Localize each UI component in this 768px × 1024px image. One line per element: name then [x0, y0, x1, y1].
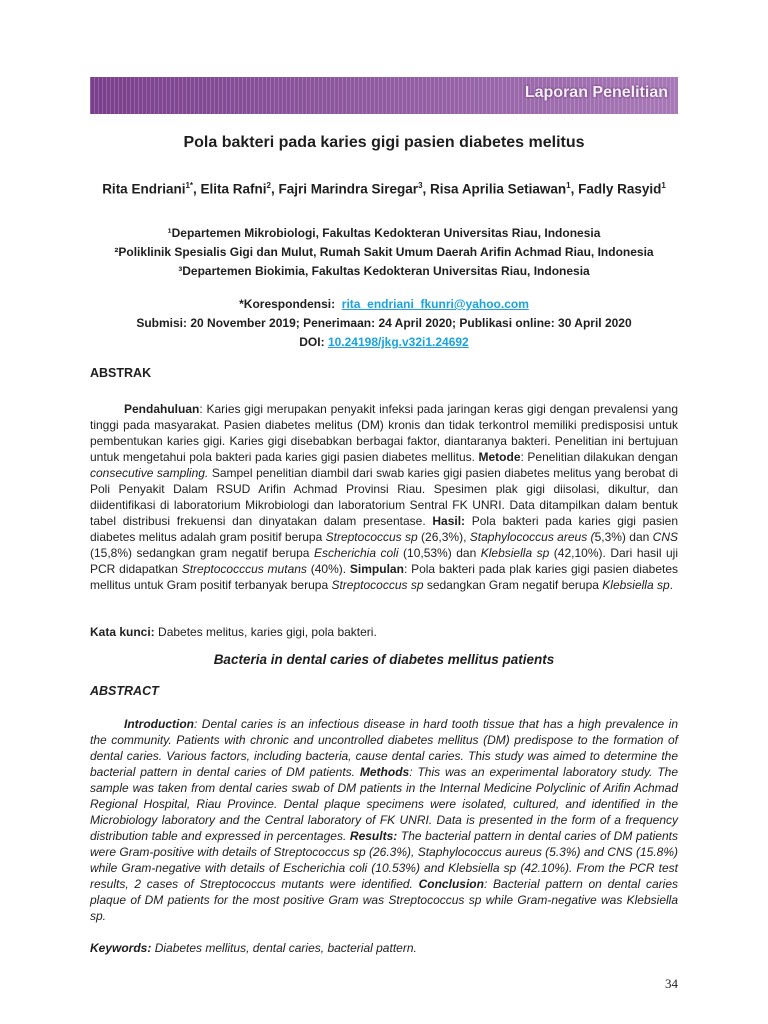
abstrak-label-hasil: Hasil:: [432, 514, 466, 528]
keywords-label: Keywords:: [90, 941, 152, 955]
article-title: Pola bakteri pada karies gigi pasien diabetes melitus: [183, 134, 585, 151]
abstract-label-conclusion: Conclusion: [418, 877, 484, 891]
abstract-text: : This was an experimental laboratory study. The sample was taken from dental caries swab of DM patients in the Internal Medicine Polyclinic of Arifin Achmad Regional Hospital, Riau Province. Dental plaque specimens were isolated, cultured, and identified in the Microbiology laboratory and the Central laboratory of FK UNRI. Data is presented in the form of a frequency distribution table and expressed in percentages.: [90, 765, 678, 843]
abstrak-text: : Penelitian dilakukan dengan: [520, 450, 678, 464]
kata-kunci-value: Dabetes melitus, karies gigi, pola bakteri.: [154, 625, 377, 639]
abstrak-text: (10,53%) dan: [398, 546, 481, 560]
author-affil-mark: 3: [418, 181, 423, 190]
abstract-heading: ABSTRACT: [90, 684, 159, 698]
banner-label: Laporan Penelitian: [524, 84, 668, 101]
abstrak-text: Klebsiella sp: [602, 578, 670, 592]
correspondence-line: [90, 295, 678, 314]
author-affil-mark: 2: [266, 181, 271, 190]
author-affil-mark: 1*: [185, 181, 194, 190]
abstrak-heading: ABSTRAK: [90, 366, 152, 380]
author-list: Rita Endriani$^{1*}$, Elita Rafni$^2$, Fajri Marindra Siregar$^3$, Risa Aprilia Setiawan$^1$, Fadly Rasyid$^1$: [102, 181, 666, 197]
abstrak-text: CNS: [652, 530, 678, 544]
author-name: Fadly Rasyid: [578, 181, 662, 197]
abstract-text: : Bacterial pattern on dental caries plaque of DM patients for the most positive Gram was Streptococcus sp while Gram-negative was Klebsiella sp.: [90, 877, 679, 923]
affiliation-line: ³Departemen Biokimia, Fakultas Kedokteran Universitas Riau, Indonesia: [178, 264, 590, 278]
abstrak-text: (15,8%) sedangkan gram negatif berupa: [90, 546, 314, 560]
affiliations: [90, 224, 678, 281]
abstrak-text: (40%).: [306, 562, 350, 576]
abstrak-text: Escherichia coli: [313, 546, 399, 560]
doi-link[interactable]: 10.24198/jkg.v32i1.24692: [327, 335, 469, 349]
abstrak-body: [90, 401, 678, 593]
affiliation-line: ²Poliklinik Spesialis Gigi dan Mulut, Rumah Sakit Umum Daerah Arifin Achmad Riau, Indonesia: [114, 245, 654, 259]
kata-kunci: [90, 624, 678, 640]
keywords-value: Diabetes mellitus, dental caries, bacterial pattern.: [151, 941, 417, 955]
abstrak-text: 5,3%) dan: [594, 530, 653, 544]
abstrak-text: Staphylococcus areus (: [469, 530, 595, 544]
abstrak-text: (42,10%). Dari hasil uji PCR didapatkan: [90, 546, 679, 576]
section-banner: [90, 77, 678, 114]
abstract-label-introduction: Introduction: [124, 717, 194, 731]
article-meta: [90, 295, 678, 352]
author-affil-mark: 1: [661, 181, 666, 190]
abstract-text: The bacterial pattern in dental caries of DM patients were Gram-positive with details of Streptococcus sp (26.3%), Staphylococcus aureus (5.3%) and CNS (15.8%) while Gram-negative with details of Escherichia coli (10.53%) and Klebsiella sp (42.10%). From the PCR test results, 2 cases of Streptococcus mutants were identified.: [90, 829, 678, 891]
abstrak-text: (26,3%),: [417, 530, 470, 544]
doi-line: [90, 333, 678, 352]
abstrak-text: : Karies gigi merupakan penyakit infeksi pada jaringan keras gigi dengan prevalensi yang tinggi pada masyarakat. Pasien diabetes melitus (DM) kronis dan tidak terkontrol memiliki predisposisi untuk pembentukan karies gigi. Karies gigi disebabkan berbagai faktor, diantaranya bakteri. Penelitian ini bertujuan untuk mengetahui pola bakteri pada karies gigi pasien diabetes mellitus.: [90, 402, 678, 464]
abstrak-text: sedangkan Gram negatif berupa: [423, 578, 603, 592]
author-name: Rita Endriani: [102, 181, 186, 197]
affiliation-line: ¹Departemen Mikrobiologi, Fakultas Kedokteran Universitas Riau, Indonesia: [167, 226, 601, 240]
author-affil-mark: 1: [566, 181, 571, 190]
english-title: Bacteria in dental caries of diabetes mellitus patients: [213, 652, 555, 667]
author-name: Fajri Marindra Siregar: [278, 181, 419, 197]
abstract-body: [90, 716, 678, 924]
abstrak-text: Streptococcus sp: [325, 530, 418, 544]
doi-label: DOI:: [299, 335, 325, 349]
page-number: 34: [665, 976, 678, 991]
abstrak-text: Pola bakteri pada karies gigi pasien diabetes melitus adalah gram positif berupa: [90, 514, 678, 544]
abstrak-text: : Pola bakteri pada plak karies gigi pasien diabetes mellitus untuk Gram positif terbanyak berupa: [90, 562, 679, 592]
abstrak-label-simpulan: Simpulan: [349, 562, 404, 576]
abstrak-text: consecutive sampling.: [90, 466, 209, 480]
kata-kunci-label: Kata kunci:: [90, 625, 155, 639]
abstrak-text: Streptococcus sp: [331, 578, 424, 592]
abstrak-text: Sampel penelitian diambil dari swab karies gigi pasien diabetes melitus yang berobat di Poli Penyakit Dalam RSUD Arifin Achmad Provinsi Riau. Spesimen plak gigi diisolasi, dikultur, dan diidentifikasi di laboratorium Mikrobiologi dan laboratorium Sentral FK UNRI. Data ditampilkan dalam bentuk tabel distribusi frekuensi dan dinyatakan dalam presentase.: [90, 466, 679, 528]
abstract-label-methods: Methods: [359, 765, 410, 779]
abstrak-text: Streptococccus mutans: [181, 562, 307, 576]
submission-dates: Submisi: 20 November 2019; Penerimaan: 24 April 2020; Publikasi online: 30 April 2020: [136, 316, 632, 330]
abstrak-text: Klebsiella sp: [480, 546, 550, 560]
author-name: Elita Rafni: [200, 181, 267, 197]
abstrak-text: .: [669, 578, 673, 592]
correspondence-label: *Korespondensi:: [239, 297, 336, 311]
abstrak-label-metode: Metode: [478, 450, 521, 464]
author-name: Risa Aprilia Setiawan: [430, 181, 567, 197]
abstract-label-results: Results:: [349, 829, 398, 843]
abstract-text: : Dental caries is an infectious disease in hard tooth tissue that has a high prevalence in the community. Patients with chronic and uncontrolled diabetes mellitus (DM) predispose to the formation of dental caries. Various factors, including bacteria, cause dental caries. This study was aimed to determine the bacterial pattern in dental caries of DM patients.: [90, 717, 678, 779]
correspondence-email-link[interactable]: rita_endriani_fkunri@yahoo.com: [341, 297, 529, 311]
keywords: [90, 940, 678, 956]
abstrak-label-pendahuluan: Pendahuluan: [124, 402, 200, 416]
